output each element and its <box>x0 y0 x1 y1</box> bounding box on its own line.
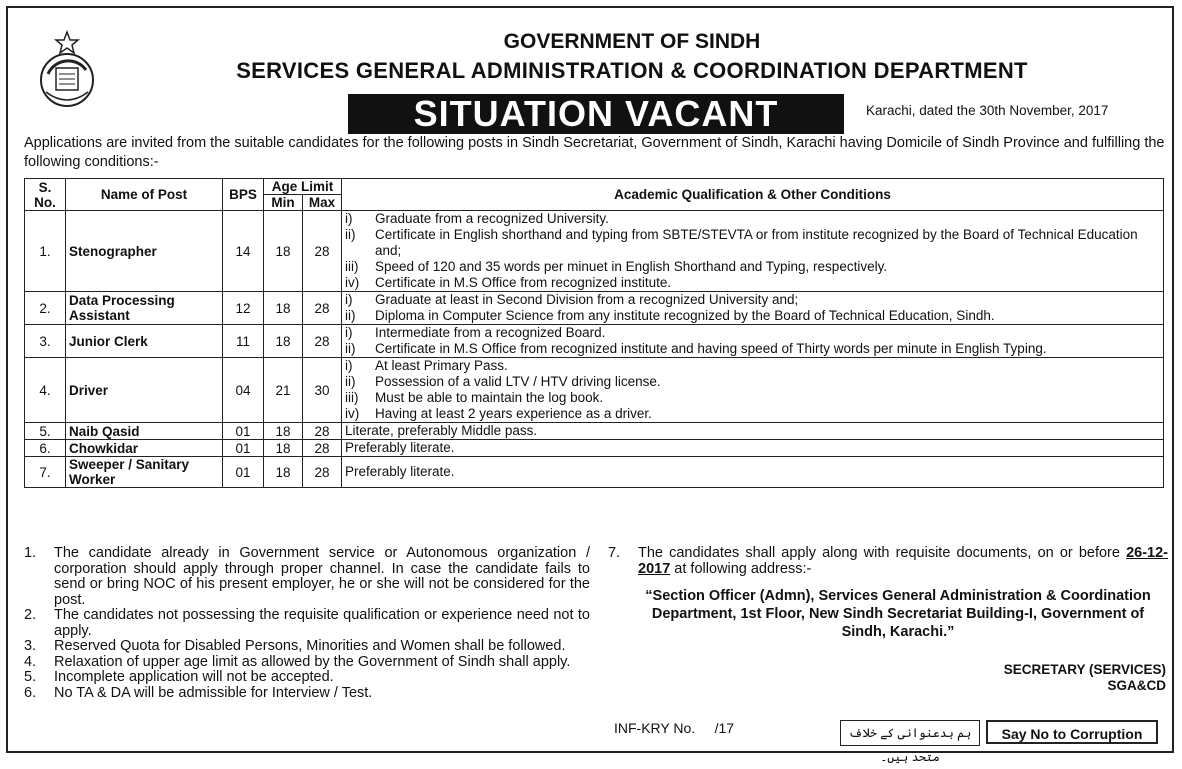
note-item <box>24 686 590 702</box>
row-bps: 01 <box>223 457 264 488</box>
note-item <box>24 670 590 686</box>
row-sno: 3. <box>25 325 66 358</box>
table-row <box>25 423 1164 440</box>
note-text: Reserved Quota for Disabled Persons, Minorities and Women shall be followed. <box>54 638 566 654</box>
row-bps: 04 <box>223 358 264 423</box>
row-conditions <box>342 423 1164 440</box>
table-row <box>25 440 1164 457</box>
condition-item <box>345 292 1160 308</box>
header-conditions: Academic Qualification & Other Conditions <box>342 179 1164 211</box>
posts-table <box>24 178 1164 488</box>
note-text: Incomplete application will not be accepted. <box>54 669 334 685</box>
note-7 <box>608 546 1168 577</box>
condition-text: Diploma in Computer Science from any institute recognized by the Board of Technical Education, Sindh. <box>375 308 995 323</box>
condition-item <box>345 341 1160 357</box>
condition-text: Having at least 2 years experience as a driver. <box>375 406 652 421</box>
government-title: GOVERNMENT OF SINDH <box>503 30 761 53</box>
note-text: The candidate already in Government service or Autonomous organization / corporation should apply through proper channel. In case the candidate fails to send or bring NOC of his present employer, he or she will not be considered for the post. <box>54 545 590 608</box>
header-age-limit: Age Limit <box>264 179 342 195</box>
header-sno: S. No. <box>25 179 66 211</box>
row-age-max: 28 <box>303 423 342 440</box>
condition-item <box>345 325 1160 341</box>
row-age-min: 18 <box>264 211 303 292</box>
condition-number: i) <box>345 292 353 307</box>
row-post-name: Sweeper / Sanitary Worker <box>66 457 223 488</box>
note-number: 2. <box>24 607 37 623</box>
condition-text: Intermediate from a recognized Board. <box>375 325 606 340</box>
condition-item <box>345 374 1160 390</box>
row-age-min: 21 <box>264 358 303 423</box>
condition-text: Must be able to maintain the log book. <box>375 390 604 405</box>
row-sno: 6. <box>25 440 66 457</box>
row-conditions <box>342 325 1164 358</box>
note-number: 4. <box>24 653 37 670</box>
condition-text: Certificate in English shorthand and typing from SBTE/STEVTA or from institute recognized by the Board of Technical Education and; <box>375 227 1138 258</box>
row-conditions <box>342 292 1164 325</box>
note-text: The candidates not possessing the requisite qualification or experience need not to apply. <box>54 607 590 639</box>
table-row <box>25 211 1164 292</box>
condition-text: Graduate at least in Second Division from a recognized University and; <box>375 292 799 307</box>
inf-number: INF-KRY No. /17 <box>614 720 735 736</box>
say-no-to-corruption-badge: Say No to Corruption <box>986 720 1158 744</box>
row-age-max: 28 <box>303 211 342 292</box>
row-sno: 7. <box>25 457 66 488</box>
condition-text: At least Primary Pass. <box>375 358 508 373</box>
row-post-name: Stenographer <box>66 211 223 292</box>
row-sno: 2. <box>25 292 66 325</box>
row-conditions <box>342 457 1164 488</box>
row-age-max: 28 <box>303 325 342 358</box>
condition-text: Literate, preferably Middle pass. <box>345 423 538 438</box>
condition-number: ii) <box>345 341 356 356</box>
note-number: 7. <box>608 545 621 561</box>
urdu-slogan: ہم بدعنوانی کے خلاف متحد ہیں۔ <box>840 720 980 746</box>
condition-item <box>345 358 1160 374</box>
note7-pre: The candidates shall apply along with requisite documents, on or before <box>638 545 1120 561</box>
note-item <box>24 639 590 655</box>
condition-number: ii) <box>345 374 356 389</box>
intro-paragraph: Applications are invited from the suitable candidates for the following posts in Sindh Secretariat, Government of Sindh, Karachi having Domicile of Sindh Province and fulfilling the following conditions:- <box>24 135 1165 170</box>
condition-text: Graduate from a recognized University. <box>375 211 609 226</box>
row-conditions <box>342 440 1164 457</box>
note-text: No TA & DA will be admissible for Interview / Test. <box>54 684 373 701</box>
condition-number: ii) <box>345 227 356 242</box>
condition-number: iii) <box>345 259 359 274</box>
row-age-max: 28 <box>303 457 342 488</box>
row-age-max: 28 <box>303 292 342 325</box>
posts-table-body <box>25 211 1164 488</box>
table-row <box>25 325 1164 358</box>
row-post-name: Chowkidar <box>66 440 223 457</box>
condition-text: Preferably literate. <box>345 440 455 455</box>
note-number: 5. <box>24 669 37 685</box>
condition-item <box>345 259 1160 275</box>
row-sno: 5. <box>25 423 66 440</box>
note-text <box>638 546 1168 577</box>
row-age-min: 18 <box>264 423 303 440</box>
condition-item <box>345 308 1160 324</box>
note-number: 6. <box>24 684 37 701</box>
condition-text: Certificate in M.S Office from recognized institute and having speed of Thirty words per minute in English Typing. <box>375 341 1047 356</box>
note-number: 3. <box>24 638 37 654</box>
row-sno: 4. <box>25 358 66 423</box>
signatory-office: SGA&CD <box>1107 678 1166 693</box>
condition-text: Preferably literate. <box>345 464 455 479</box>
note-number: 1. <box>24 545 37 561</box>
table-row <box>25 457 1164 488</box>
signatory <box>868 662 1166 694</box>
note-text: Relaxation of upper age limit as allowed by the Government of Sindh shall apply. <box>54 653 571 670</box>
note-item <box>24 608 590 639</box>
condition-item <box>345 440 1160 456</box>
application-instructions <box>608 546 1168 641</box>
condition-text: Speed of 120 and 35 words per minuet in English Shorthand and Typing, respectively. <box>375 259 888 274</box>
row-age-min: 18 <box>264 325 303 358</box>
row-bps: 12 <box>223 292 264 325</box>
condition-number: iii) <box>345 390 359 405</box>
row-age-min: 18 <box>264 440 303 457</box>
row-age-min: 18 <box>264 292 303 325</box>
row-conditions <box>342 211 1164 292</box>
condition-item <box>345 227 1160 259</box>
header-min: Min <box>264 195 303 211</box>
row-age-min: 18 <box>264 457 303 488</box>
row-bps: 01 <box>223 440 264 457</box>
row-post-name: Junior Clerk <box>66 325 223 358</box>
date-line: Karachi, dated the 30th November, 2017 <box>866 103 1109 118</box>
condition-item <box>345 390 1160 406</box>
row-sno: 1. <box>25 211 66 292</box>
notes-list <box>24 546 590 701</box>
condition-text: Certificate in M.S Office from recognized institute. <box>375 275 672 290</box>
note-item <box>24 546 590 608</box>
row-bps: 01 <box>223 423 264 440</box>
header-bps: BPS <box>223 179 264 211</box>
row-age-max: 30 <box>303 358 342 423</box>
header-name: Name of Post <box>66 179 223 211</box>
row-post-name: Data Processing Assistant <box>66 292 223 325</box>
row-age-max: 28 <box>303 440 342 457</box>
table-row <box>25 358 1164 423</box>
condition-number: i) <box>345 211 353 226</box>
condition-item <box>345 406 1160 422</box>
condition-number: i) <box>345 325 353 340</box>
row-bps: 11 <box>223 325 264 358</box>
note-item <box>24 655 590 671</box>
condition-item <box>345 423 1160 439</box>
condition-item <box>345 464 1160 480</box>
postal-address: “Section Officer (Admn), Services General Administration & Coordination Department, 1st Floor, New Sindh Secretariat Building-I, Government of Sindh, Karachi.” <box>645 588 1151 640</box>
row-post-name: Naib Qasid <box>66 423 223 440</box>
row-post-name: Driver <box>66 358 223 423</box>
condition-number: i) <box>345 358 353 373</box>
row-bps: 14 <box>223 211 264 292</box>
note7-post: at following address:- <box>674 560 812 577</box>
department-title: SERVICES GENERAL ADMINISTRATION & COORDINATION DEPARTMENT <box>236 58 1028 83</box>
table-row <box>25 292 1164 325</box>
situation-vacant-banner: SITUATION VACANT <box>348 94 844 134</box>
advertisement-page <box>6 6 1174 764</box>
condition-number: ii) <box>345 308 356 323</box>
condition-item <box>345 275 1160 291</box>
condition-number: iv) <box>345 406 360 421</box>
last-date: 26-12-2017 <box>638 545 1168 577</box>
condition-number: iv) <box>345 275 360 290</box>
condition-text: Possession of a valid LTV / HTV driving license. <box>375 374 661 389</box>
row-conditions <box>342 358 1164 423</box>
condition-item <box>345 211 1160 227</box>
signatory-title: SECRETARY (SERVICES) <box>1003 662 1166 677</box>
header-max: Max <box>303 195 342 211</box>
